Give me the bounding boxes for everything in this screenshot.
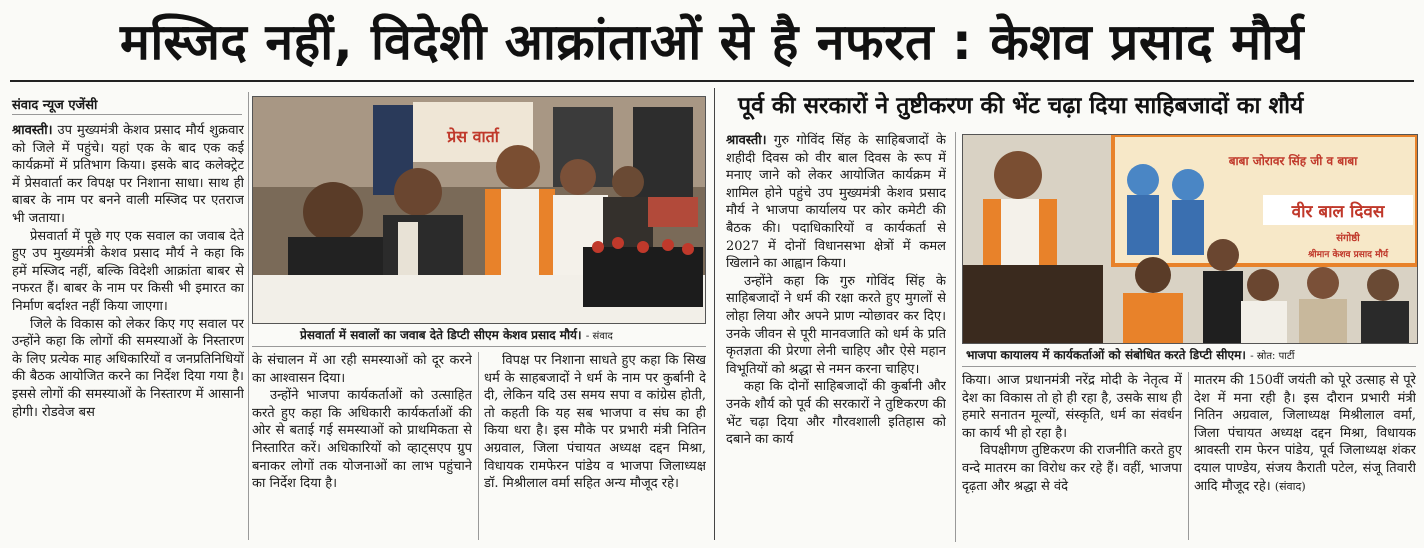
left-story-para-1-text: उप मुख्यमंत्री केशव प्रसाद मौर्य शुक्रवार को जिले में पहुंचे। यहां एक के बाद एक कई कार्यक्रमों में प्रतिभाग किया। इसके बाद कलेक्ट्रेट में प्रेसवार्ता कर विपक्ष पर निशाना साधा। साथ ही बाबर के नाम पर बनने वाली मस्जिद पर एतराज भी जताया।: [12, 123, 244, 226]
byline: संवाद न्यूज एजेंसी: [12, 98, 98, 113]
press-conference-photo: [252, 96, 706, 324]
bjp-office-illustration: [963, 135, 1417, 343]
column-divider: [248, 92, 249, 540]
left-photo-caption-text: प्रेसवार्ता में सवालों का जवाब देते डिप्टी सीएम केशव प्रसाद मौर्य।: [300, 328, 582, 342]
press-banner-text: प्रेस वार्ता: [447, 127, 499, 146]
right-photo-credit: - स्रोत: पार्टी: [1250, 351, 1295, 362]
byline-rule: [12, 114, 242, 115]
left-story-column-1: [12, 122, 244, 542]
left-col3-para-1: विपक्ष पर निशाना साधते हुए कहा कि सिख धर्म के साहबजादों ने धर्म के नाम पर कुर्बानी दे दी, लेकिन यदि उस समय सपा व कांग्रेस होती, तो कहती कि यह सब भाजपा व संघ का ही किया धरा है। इस मौके पर प्रभारी मंत्री नितिन अग्रवाल, जिला पंचायत अध्यक्ष दद्दन मिश्रा, विधायक रामफेरन पांडेय व भाजपा जिलाध्यक्ष डॉ. मिश्रीलाल वर्मा सहित अन्य मौजूद रहे।: [484, 353, 706, 492]
right-col3-text: मातरम की 150वीं जयंती को पूरे उत्साह से पूरे देश में मना रही है। इस दौरान प्रभारी मंत्री नितिन अग्रवाल, जिलाध्यक्ष मिश्रीलाल वर्मा, जिला पंचायत अध्यक्ष दद्दन मिश्रा, विधायक श्रावस्ती राम फेरन पांडेय, पूर्व जिलाध्यक्ष शंकर दयाल पाण्डेय, संजय कैराती पटेल, संजू तिवारी आदि मौजूद रहे।: [1194, 373, 1416, 494]
left-photo-credit: - संवाद: [585, 331, 613, 342]
photo-banner-1: बाबा जोरावर सिंह जी व बाबा: [1228, 154, 1358, 168]
right-story-headline: पूर्व की सरकारों ने तुष्टीकरण की भेंट चढ़ा दिया साहिबजादों का शौर्य: [738, 93, 1304, 119]
right-story-para-2: उन्होंने कहा कि गुरु गोविंद सिंह के साहिबजादों ने धर्म की रक्षा करते हुए मुगलों से लोहा लिया और अपने प्राण न्योछावर कर दिए। उनके जीवन से पूरी मानवजाति को धर्म के प्रति कृतज्ञता की प्रेरणा लेनी चाहिए और ऐसे महान विभूतियों को श्रद्धा से नमन करना चाहिए।: [726, 273, 946, 377]
left-story-column-2: [252, 352, 472, 542]
photo-banner-4: श्रीमान केशव प्रसाद मौर्य: [1307, 250, 1389, 260]
right-photo-caption: [966, 345, 1414, 367]
left-col2-para-2: उन्होंने भाजपा कार्यकर्ताओं को उत्साहित करते हुए कहा कि अधिकारी कार्यकर्ताओं की ओर से बताई गई समस्याओं को प्राथमिकता से निस्तारित करें। अधिकारियों को व्हाट्सएप ग्रुप बनाकर लोगों तक योजनाओं का लाभ पहुंचाने का निर्देश दिया है।: [252, 388, 472, 492]
column-divider: [1188, 372, 1189, 540]
left-story-para-2: प्रेसवार्ता में पूछे गए एक सवाल का जवाब देते हुए उप मुख्यमंत्री केशव प्रसाद मौर्य ने कहा कि हमें मस्जिद नहीं, बल्कि विदेशी आक्रांता बाबर से नफरत हैं। बाबर के नाम पर किसी भी इमारत का निर्माण बर्दाश्त नहीं किया जाएगा।: [12, 228, 244, 314]
left-photo-caption: [300, 325, 704, 347]
press-conference-illustration: [253, 97, 705, 323]
left-story-para-1: [12, 122, 244, 228]
dateline: श्रावस्ती।: [12, 123, 53, 138]
right-story-column-3: [1194, 372, 1416, 542]
right-col3-credit: (संवाद): [1274, 479, 1306, 493]
right-photo-caption-text: भाजपा कायालय में कार्यकर्ताओं को संबोधित करते डिप्टी सीएम।: [966, 348, 1246, 362]
right-col3-para-1: [1194, 372, 1416, 495]
caption-rule: [252, 346, 706, 347]
right-story-para-1-text: गुरु गोविंद सिंह के साहिबजादों के शहीदी दिवस को वीर बाल दिवस के रूप में मनाए जाने को लेकर आयोजित कार्यक्रम में शामिल होने पहुंचे उप मुख्यमंत्री केशव प्रसाद मौर्य ने भाजपा कार्यालय पर कोर कमेटी की बैठक की। पदाधिकारियों व कार्यकर्ता से 2027 में दोनों विधानसभा क्षेत्रों में कमल खिलाने का आह्वान किया।: [726, 133, 946, 272]
right-story-column-1: [726, 132, 946, 542]
photo-banner-2: वीर बाल दिवस: [1291, 202, 1385, 222]
right-col2-para-1: किया। आज प्रधानमंत्री नरेंद्र मोदी के नेतृत्व में देश का विकास तो हो ही रहा है, उसके साथ ही हमारे सनातन मूल्यों, संस्कृति, धर्म का संवर्धन का कार्य भी हो रहा है।: [962, 373, 1182, 441]
right-story-para-1: [726, 132, 946, 273]
story-divider: [714, 88, 715, 540]
left-col2-para-1: के संचालन में आ रही समस्याओं को दूर करने का आश्वासन दिया।: [252, 353, 472, 386]
right-story-column-2: [962, 372, 1182, 542]
left-story-column-3: [484, 352, 706, 542]
column-divider: [478, 352, 479, 540]
caption-rule: [962, 366, 1416, 367]
main-headline: मस्जिद नहीं, विदेशी आक्रांताओं से है नफरत : केशव प्रसाद मौर्य: [120, 13, 1304, 71]
left-story-para-3: जिले के विकास को लेकर किए गए सवाल पर उन्होंने कहा कि लोगों की समस्याओं के निस्तारण के लिए प्रत्येक माह अधिकारियों व जनप्रतिनिधियों की बैठक आयोजित करने का निर्देश दिया गया है। इससे लोगों की समस्याओं के निस्तारण में आसानी होगी। रोडवेज बस: [12, 316, 244, 420]
bjp-office-photo: [962, 134, 1418, 344]
right-col2-para-2: विपक्षीगण तुष्टिकरण की राजनीति करते हुए वन्दे मातरम का विरोध कर रहे हैं। वहीं, भाजपा दृढ़ता और श्रद्धा से वंदे: [962, 443, 1182, 494]
column-divider: [955, 132, 956, 542]
photo-banner-3: संगोष्ठी: [1336, 233, 1360, 244]
headline-rule: [10, 80, 1414, 82]
right-dateline: श्रावस्ती।: [726, 133, 767, 148]
right-story-para-3: कहा कि दोनों साहिबजादों की कुर्बानी और उनके शौर्य को पूर्व की सरकारों ने तुष्टिकरण की भेंट चढ़ा दिया और गौरवशाली इतिहास को दबाने का कार्य: [726, 379, 946, 448]
